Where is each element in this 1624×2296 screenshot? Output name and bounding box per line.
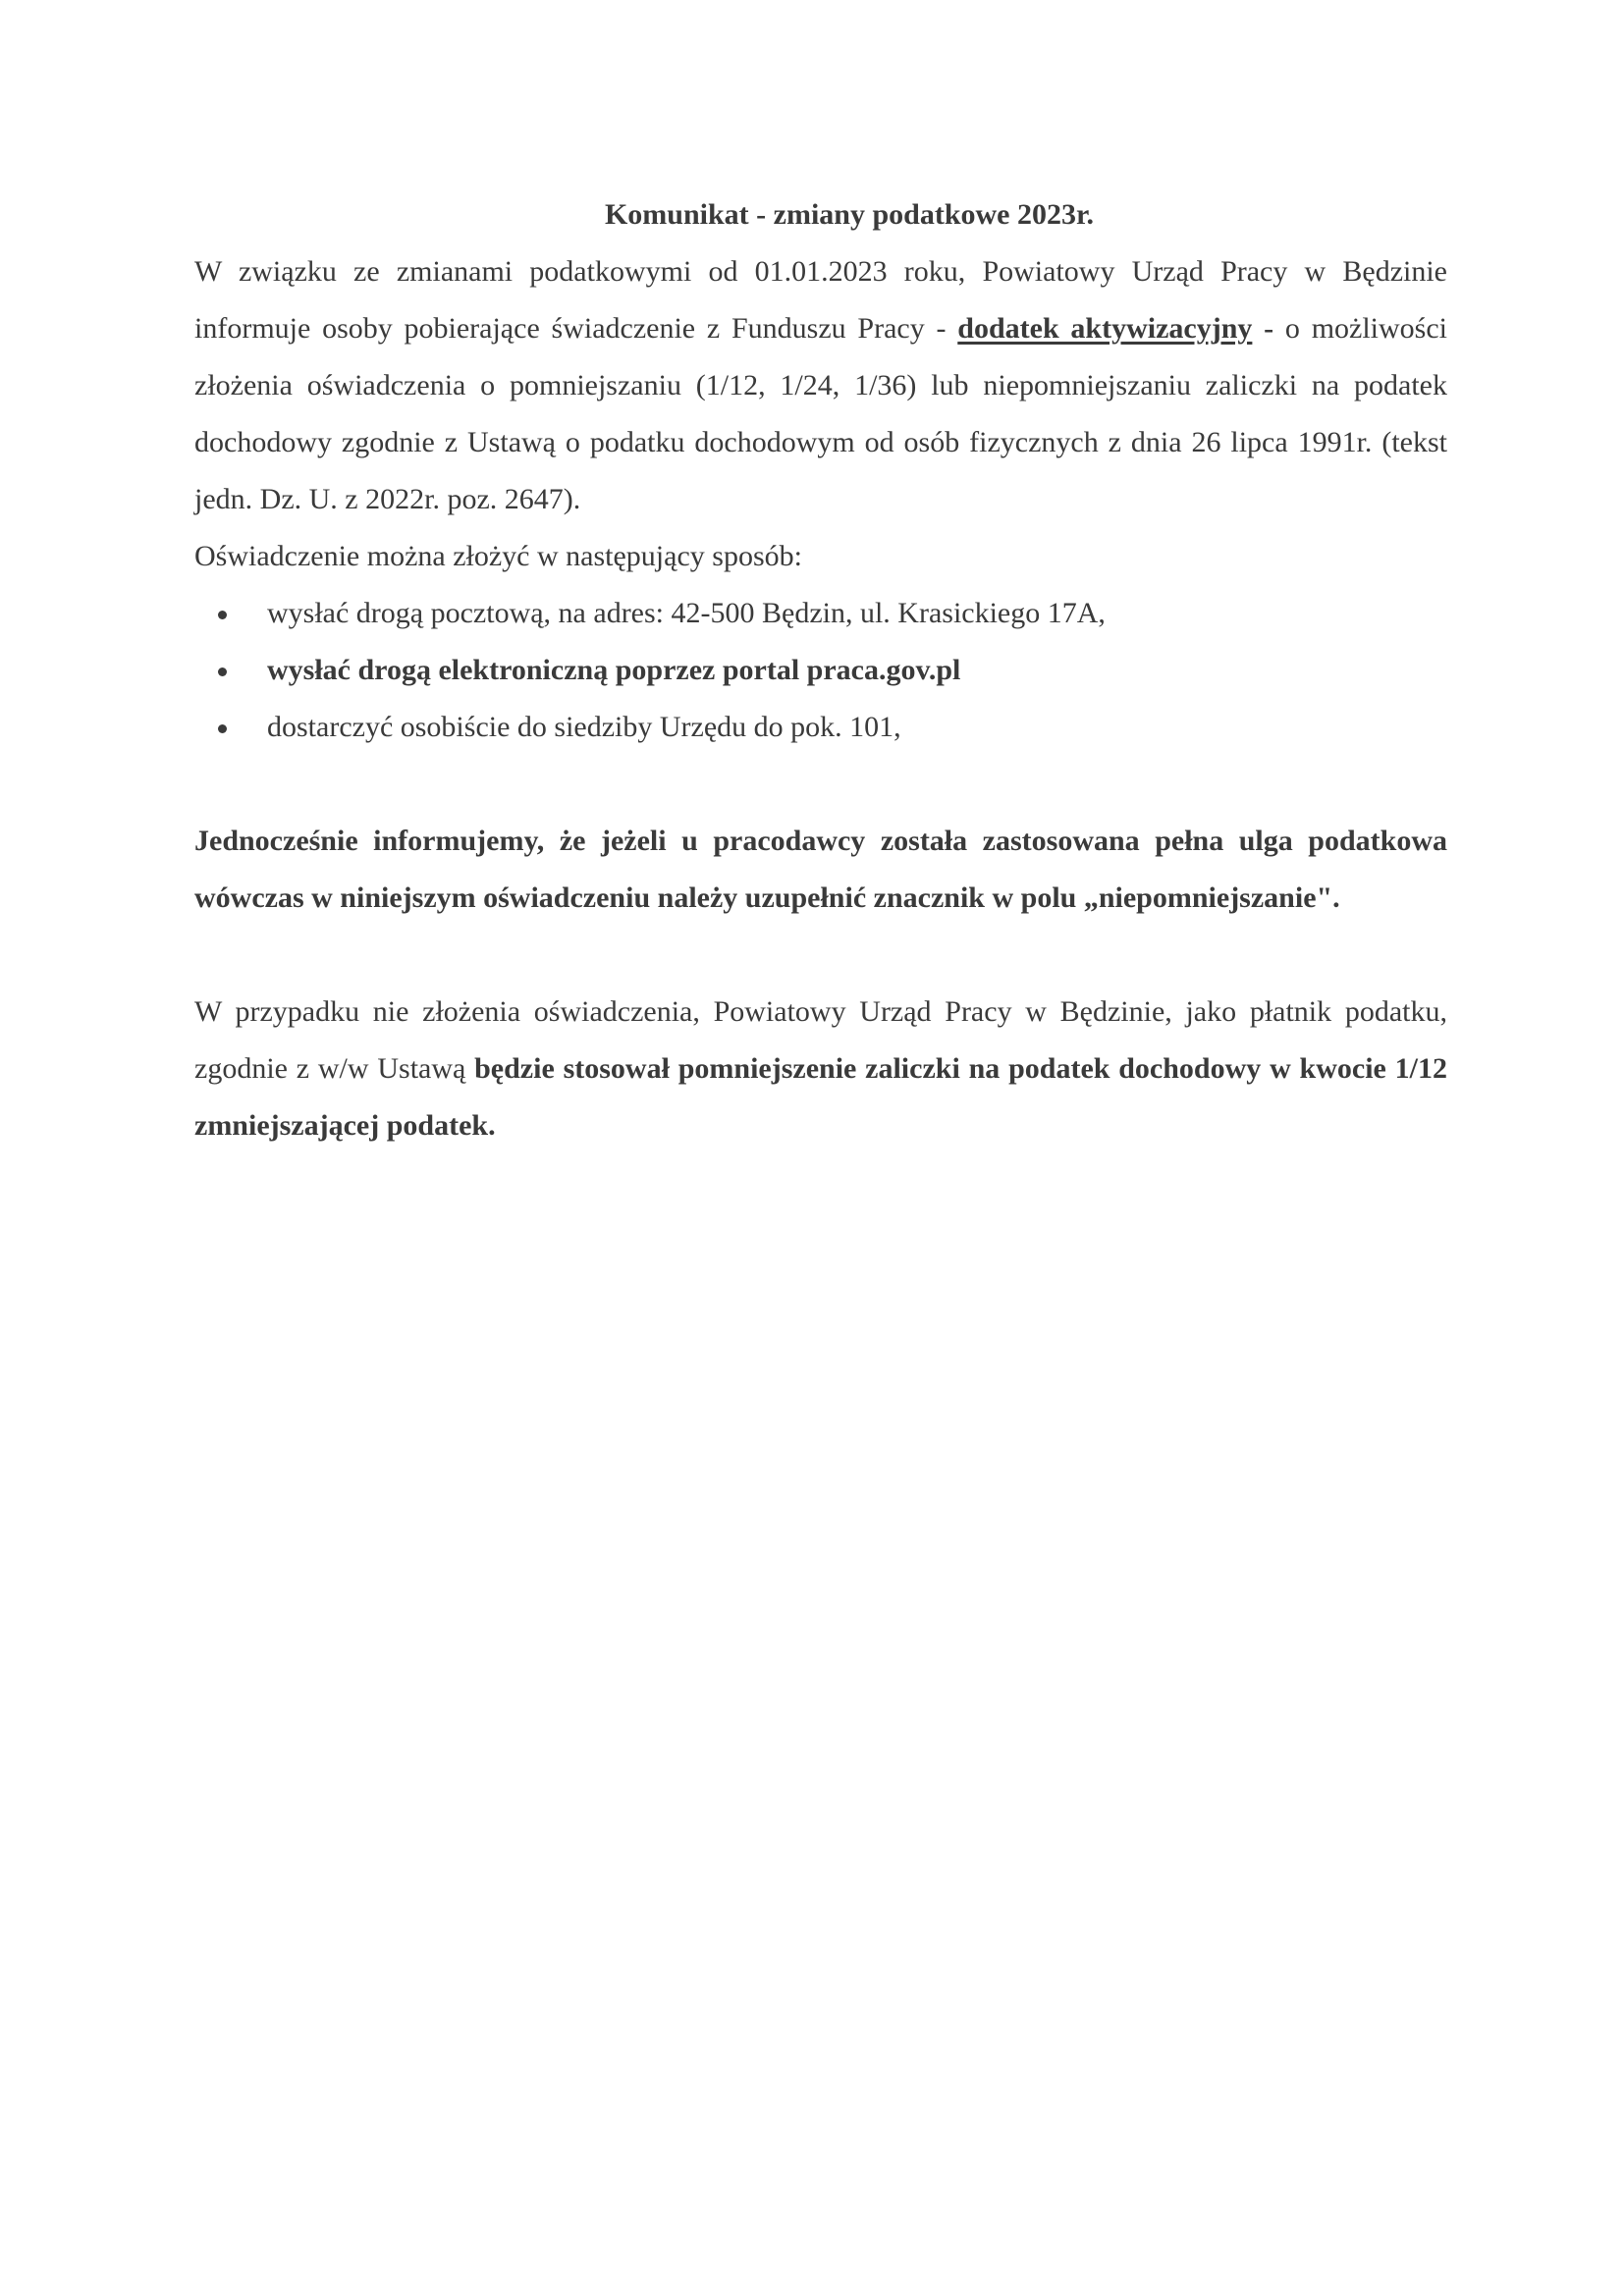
- benefit-name: dodatek aktywizacyjny: [957, 312, 1253, 345]
- method-electronic: wysłać drogą elektroniczną poprzez portal praca.gov.pl: [267, 654, 961, 686]
- document-page: [194, 187, 1447, 1154]
- intro-dash: -: [1252, 312, 1274, 345]
- method-in-person: dostarczyć osobiście do siedziby Urzędu do pok. 101,: [267, 711, 901, 743]
- intro-text-part1: W związku ze zmianami podatkowymi od 01.01.2023 roku, Powiatowy Urząd Pracy w Będzinie informuje osoby pobierające świadczenie z Funduszu Pracy -: [194, 255, 1447, 345]
- intro-text-part2: o możliwości złożenia oświadczenia o pomniejszaniu (1/12, 1/24, 1/36) lub niepomniejszaniu zaliczki na podatek dochodowy zgodnie z Ustawą o podatku dochodowym od osób fizycznych z dnia 26 lipca 1991r. (tekst jedn. Dz. U. z 2022r. poz. 2647).: [194, 312, 1448, 515]
- methods-lead: Oświadczenie można złożyć w następujący sposób:: [194, 540, 802, 572]
- closing-bold-text: będzie stosował pomniejszenie zaliczki na podatek dochodowy w kwocie 1/12 zmniejszającej podatek.: [194, 1052, 1447, 1142]
- list-item: [194, 699, 1447, 756]
- bullet-icon: [218, 724, 227, 733]
- closing-paragraph: [194, 984, 1447, 1154]
- bullet-icon: [218, 611, 227, 619]
- intro-paragraph: [194, 243, 1447, 528]
- list-item: [194, 585, 1447, 642]
- spacer: [194, 927, 1447, 984]
- method-post: wysłać drogą pocztową, na adres: 42-500 Będzin, ul. Krasickiego 17A,: [267, 597, 1106, 629]
- spacer: [194, 756, 1447, 813]
- notice-paragraph: Jednocześnie informujemy, że jeżeli u pracodawcy została zastosowana pełna ulga podatkowa wówczas w niniejszym oświadczeniu należy uzupełnić znacznik w polu „niepomniejszanie".: [194, 825, 1447, 914]
- document-title: Komunikat - zmiany podatkowe 2023r.: [604, 198, 1095, 231]
- submission-methods-list: [194, 585, 1447, 756]
- closing-text: W przypadku nie złożenia oświadczenia, Powiatowy Urząd Pracy w Będzinie, jako płatnik podatku, zgodnie z w/w Ustawą: [194, 995, 1447, 1085]
- bullet-icon: [218, 667, 227, 676]
- list-item: [194, 642, 1447, 699]
